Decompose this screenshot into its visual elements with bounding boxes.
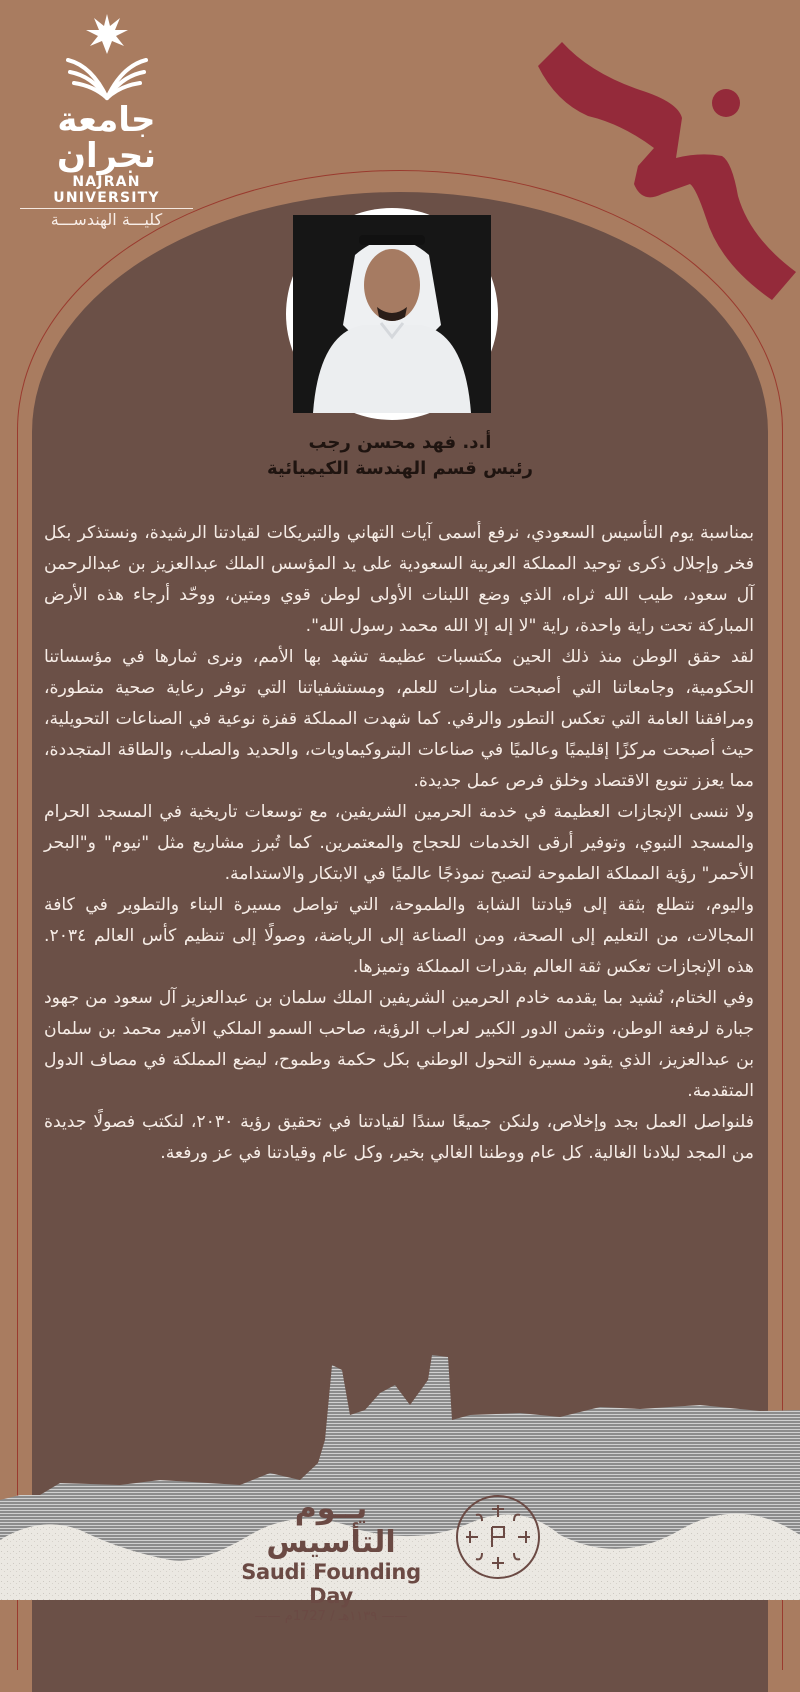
profile-photo xyxy=(286,208,498,420)
profile-name: أ.د. فهد محسن رجب xyxy=(308,432,492,453)
founding-day-logo xyxy=(236,1492,426,1626)
star-palm-logo-icon xyxy=(62,12,152,104)
university-logo xyxy=(14,12,199,231)
founding-day-title-ar: يــوم التأسيس xyxy=(266,1491,396,1560)
message-paragraph: بمناسبة يوم التأسيس السعودي، نرفع أسمى آيات التهاني والتبريكات لقيادتنا الرشيدة، ونستذكر بكل فخر وإجلال ذكرى توحيد المملكة العربية السعودية على يد المؤسس الملك عبدالعزيز بن عبدالرحمن آل سعود، طيب الله ثراه، الذي وضع اللبنات الأولى لوطن قوي ومتين، ووحّد أرجاء هذه الأرض المباركة تحت راية واحدة، راية "لا إله إلا الله محمد رسول الله". xyxy=(44,523,754,636)
founding-day-calligraphy-icon xyxy=(510,18,800,308)
message-paragraph: فلنواصل العمل بجد وإخلاص، ولنكن جميعًا سندًا لقيادتنا في تحقيق رؤية ٢٠٣٠، لنكتب فصولًا جديدة من المجد لبلادنا الغالية. كل عام ووطننا الغالي بخير، وكل عام وقيادتنا في عز ورفعة. xyxy=(44,1112,754,1163)
person-portrait-icon xyxy=(293,215,491,413)
founding-day-date: —— ١١٣٩هـ / 1727م —— xyxy=(254,1609,408,1624)
university-name-en: NAJRAN UNIVERSITY xyxy=(20,174,193,209)
founding-day-title-en: Saudi Founding Day xyxy=(241,1560,421,1608)
message-body xyxy=(44,518,754,1169)
university-name-ar: جامعة نجران xyxy=(56,100,157,176)
message-paragraph: واليوم، نتطلع بثقة إلى قيادتنا الشابة والطموحة، التي تواصل مسيرة البناء والتطوير في كافة المجالات، من التعليم إلى الصحة، ومن الصناعة إلى الرياضة، وصولًا إلى تنظيم كأس العالم ٢٠٣٤. هذه الإنجازات تعكس ثقة العالم بقدرات المملكة وتميزها. xyxy=(44,895,754,977)
founding-day-seal-icon xyxy=(456,1495,540,1579)
college-name: كليـــة الهندســـة xyxy=(50,210,163,229)
profile-title: رئيس قسم الهندسة الكيميائية xyxy=(266,458,534,479)
message-paragraph: وفي الختام، نُشيد بما يقدمه خادم الحرمين الشريفين الملك سلمان بن عبدالعزيز آل سعود من جهود جبارة لرفعة الوطن، ونثمن الدور الكبير لعراب الرؤية، صاحب السمو الملكي الأمير محمد بن سلمان بن عبدالعزيز، الذي يقود مسيرة التحول الوطني بكل حكمة وطموح، ليضع المملكة في مصاف الدول المتقدمة. xyxy=(44,988,754,1101)
message-paragraph: ولا ننسى الإنجازات العظيمة في خدمة الحرمين الشريفين، مع توسعات تاريخية في المسجد الحرام والمسجد النبوي، وتوفير أرقى الخدمات للحجاج والمعتمرين. كما تُبرز مشاريع مثل "نيوم" و"البحر الأحمر" رؤية المملكة الطموحة لتصبح نموذجًا عالميًا في الابتكار والاستدامة. xyxy=(44,802,754,884)
message-paragraph: لقد حقق الوطن منذ ذلك الحين مكتسبات عظيمة تشهد بها الأمم، ونرى ثمارها في مؤسساتنا الحكومية، وجامعاتنا التي أصبحت منارات للعلم، ومستشفياتنا التي توفر رعاية صحية متطورة، ومرافقنا العامة التي تعكس التطور والرقي. كما شهدت المملكة قفزة نوعية في الصناعات التحويلية، حيث أصبحت مركزًا إقليميًا وعالميًا في صناعات البتروكيماويات، والحديد والصلب، والطاقة المتجددة، مما يعزز تنويع الاقتصاد وخلق فرص عمل جديدة. xyxy=(44,647,754,791)
